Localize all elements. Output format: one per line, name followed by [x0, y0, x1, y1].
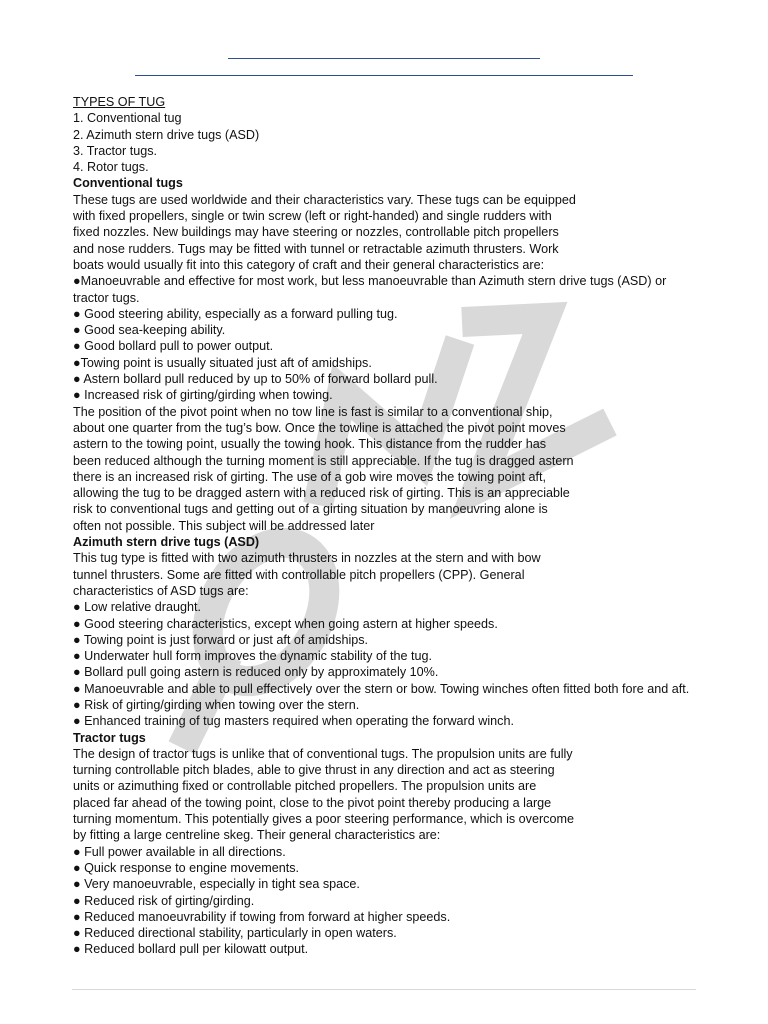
bullet-item: ● Good sea-keeping ability.	[73, 323, 226, 338]
watermark-text: IOMZ	[0, 0, 3, 1]
paragraph-line: allowing the tug to be dragged astern with a reduced risk of girting. This is an appreciable	[73, 486, 570, 501]
bullet-item: ●Manoeuvrable and effective for most work, but less manoeuvrable than Azimuth stern drive tugs (ASD) or tractor tugs.	[73, 274, 667, 305]
paragraph-line: there is an increased risk of girting. The use of a gob wire moves the towing point aft,	[73, 469, 546, 484]
paragraph-line: with fixed propellers, single or twin screw (left or right-handed) and single rudders with	[73, 209, 552, 224]
bullet-item: ● Good bollard pull to power output.	[73, 339, 274, 354]
bullet-item: ●Towing point is usually situated just aft of amidships.	[73, 355, 372, 370]
paragraph-line: fixed nozzles. New buildings may have steering or nozzles, controllable pitch propellers	[73, 225, 559, 240]
bullet-item: ● Increased risk of girting/girding when towing.	[73, 388, 333, 403]
paragraph-line: characteristics of ASD tugs are:	[73, 583, 249, 598]
bullet-item: ● Astern bollard pull reduced by up to 50% of forward bollard pull.	[73, 372, 438, 387]
bullet-item: ● Reduced risk of girting/girding.	[73, 893, 255, 908]
bullet-item: ● Risk of girting/girding when towing over the stern.	[73, 697, 360, 712]
section-title-conventional: Conventional tugs	[73, 176, 183, 191]
paragraph-line: turning momentum. This potentially gives a poor steering performance, which is overcome	[73, 812, 574, 827]
paragraph-line: The design of tractor tugs is unlike that of conventional tugs. The propulsion units are fully	[73, 746, 573, 761]
paragraph-line: These tugs are used worldwide and their characteristics vary. These tugs can be equipped	[73, 192, 576, 207]
bullet-item: ● Good steering characteristics, except when going astern at higher speeds.	[73, 616, 498, 631]
paragraph-line: been reduced although the turning moment is still appreciable. If the tug is dragged astern	[73, 453, 574, 468]
types-list-item: 3. Tractor tugs.	[73, 143, 157, 158]
paragraph-line: about one quarter from the tug’s bow. Once the towline is attached the pivot point moves	[73, 420, 566, 435]
bullet-item: ● Low relative draught.	[73, 600, 202, 615]
section-title-tractor: Tractor tugs	[73, 730, 146, 745]
header-rule-short	[228, 58, 540, 59]
bullet-item: ● Quick response to engine movements.	[73, 860, 300, 875]
types-list-item: 4. Rotor tugs.	[73, 160, 149, 175]
paragraph-line: by fitting a large centreline skeg. Their general characteristics are:	[73, 828, 441, 843]
bullet-item: ● Full power available in all directions.	[73, 844, 286, 859]
bullet-item: ● Towing point is just forward or just aft of amidships.	[73, 632, 369, 647]
bullet-item: ● Reduced directional stability, particularly in open waters.	[73, 926, 397, 941]
paragraph-line: and nose rudders. Tugs may be fitted with tunnel or retractable azimuth thrusters. Work	[73, 241, 559, 256]
bullet-item: ● Good steering ability, especially as a forward pulling tug.	[73, 306, 398, 321]
paragraph-line: This tug type is fitted with two azimuth thrusters in nozzles at the stern and with bow	[73, 551, 541, 566]
bullet-item: ● Manoeuvrable and able to pull effectively over the stern or bow. Towing winches often fitted both fore and aft.	[73, 681, 690, 696]
paragraph-line: astern to the towing point, usually the towing hook. This distance from the rudder has	[73, 437, 547, 452]
types-heading: TYPES OF TUG	[73, 95, 166, 109]
paragraph-line: units or azimuthing fixed or controllable pitched propellers. The propulsion units are	[73, 779, 537, 794]
paragraph-line: boats would usually fit into this category of craft and their general characteristics are:	[73, 257, 545, 272]
bullet-item: ● Bollard pull going astern is reduced only by approximately 10%.	[73, 665, 439, 680]
paragraph-line: often not possible. This subject will be addressed later	[73, 518, 375, 533]
bullet-item: ● Reduced bollard pull per kilowatt output.	[73, 942, 309, 957]
header-rule-long	[135, 75, 633, 76]
footer-rule	[72, 989, 696, 990]
bullet-item: ● Reduced manoeuvrability if towing from forward at higher speeds.	[73, 909, 451, 924]
bullet-item: ● Very manoeuvrable, especially in tight sea space.	[73, 877, 360, 892]
paragraph-line: The position of the pivot point when no tow line is fast is similar to a conventional ship,	[73, 404, 553, 419]
section-title-asd: Azimuth stern drive tugs (ASD)	[73, 535, 260, 550]
document-body	[73, 94, 698, 958]
bullet-item: ● Underwater hull form improves the dynamic stability of the tug.	[73, 649, 432, 664]
paragraph-line: risk to conventional tugs and getting out of a girting situation by manoeuvring alone is	[73, 502, 548, 517]
paragraph-line: tunnel thrusters. Some are fitted with controllable pitch propellers (CPP). General	[73, 567, 525, 582]
paragraph-line: turning controllable pitch blades, able to give thrust in any direction and act as steering	[73, 763, 555, 778]
types-list-item: 1. Conventional tug	[73, 111, 182, 126]
paragraph-line: placed far ahead of the towing point, close to the pivot point thereby producing a large	[73, 795, 552, 810]
types-list-item: 2. Azimuth stern drive tugs (ASD)	[73, 127, 260, 142]
bullet-item: ● Enhanced training of tug masters required when operating the forward winch.	[73, 714, 514, 729]
